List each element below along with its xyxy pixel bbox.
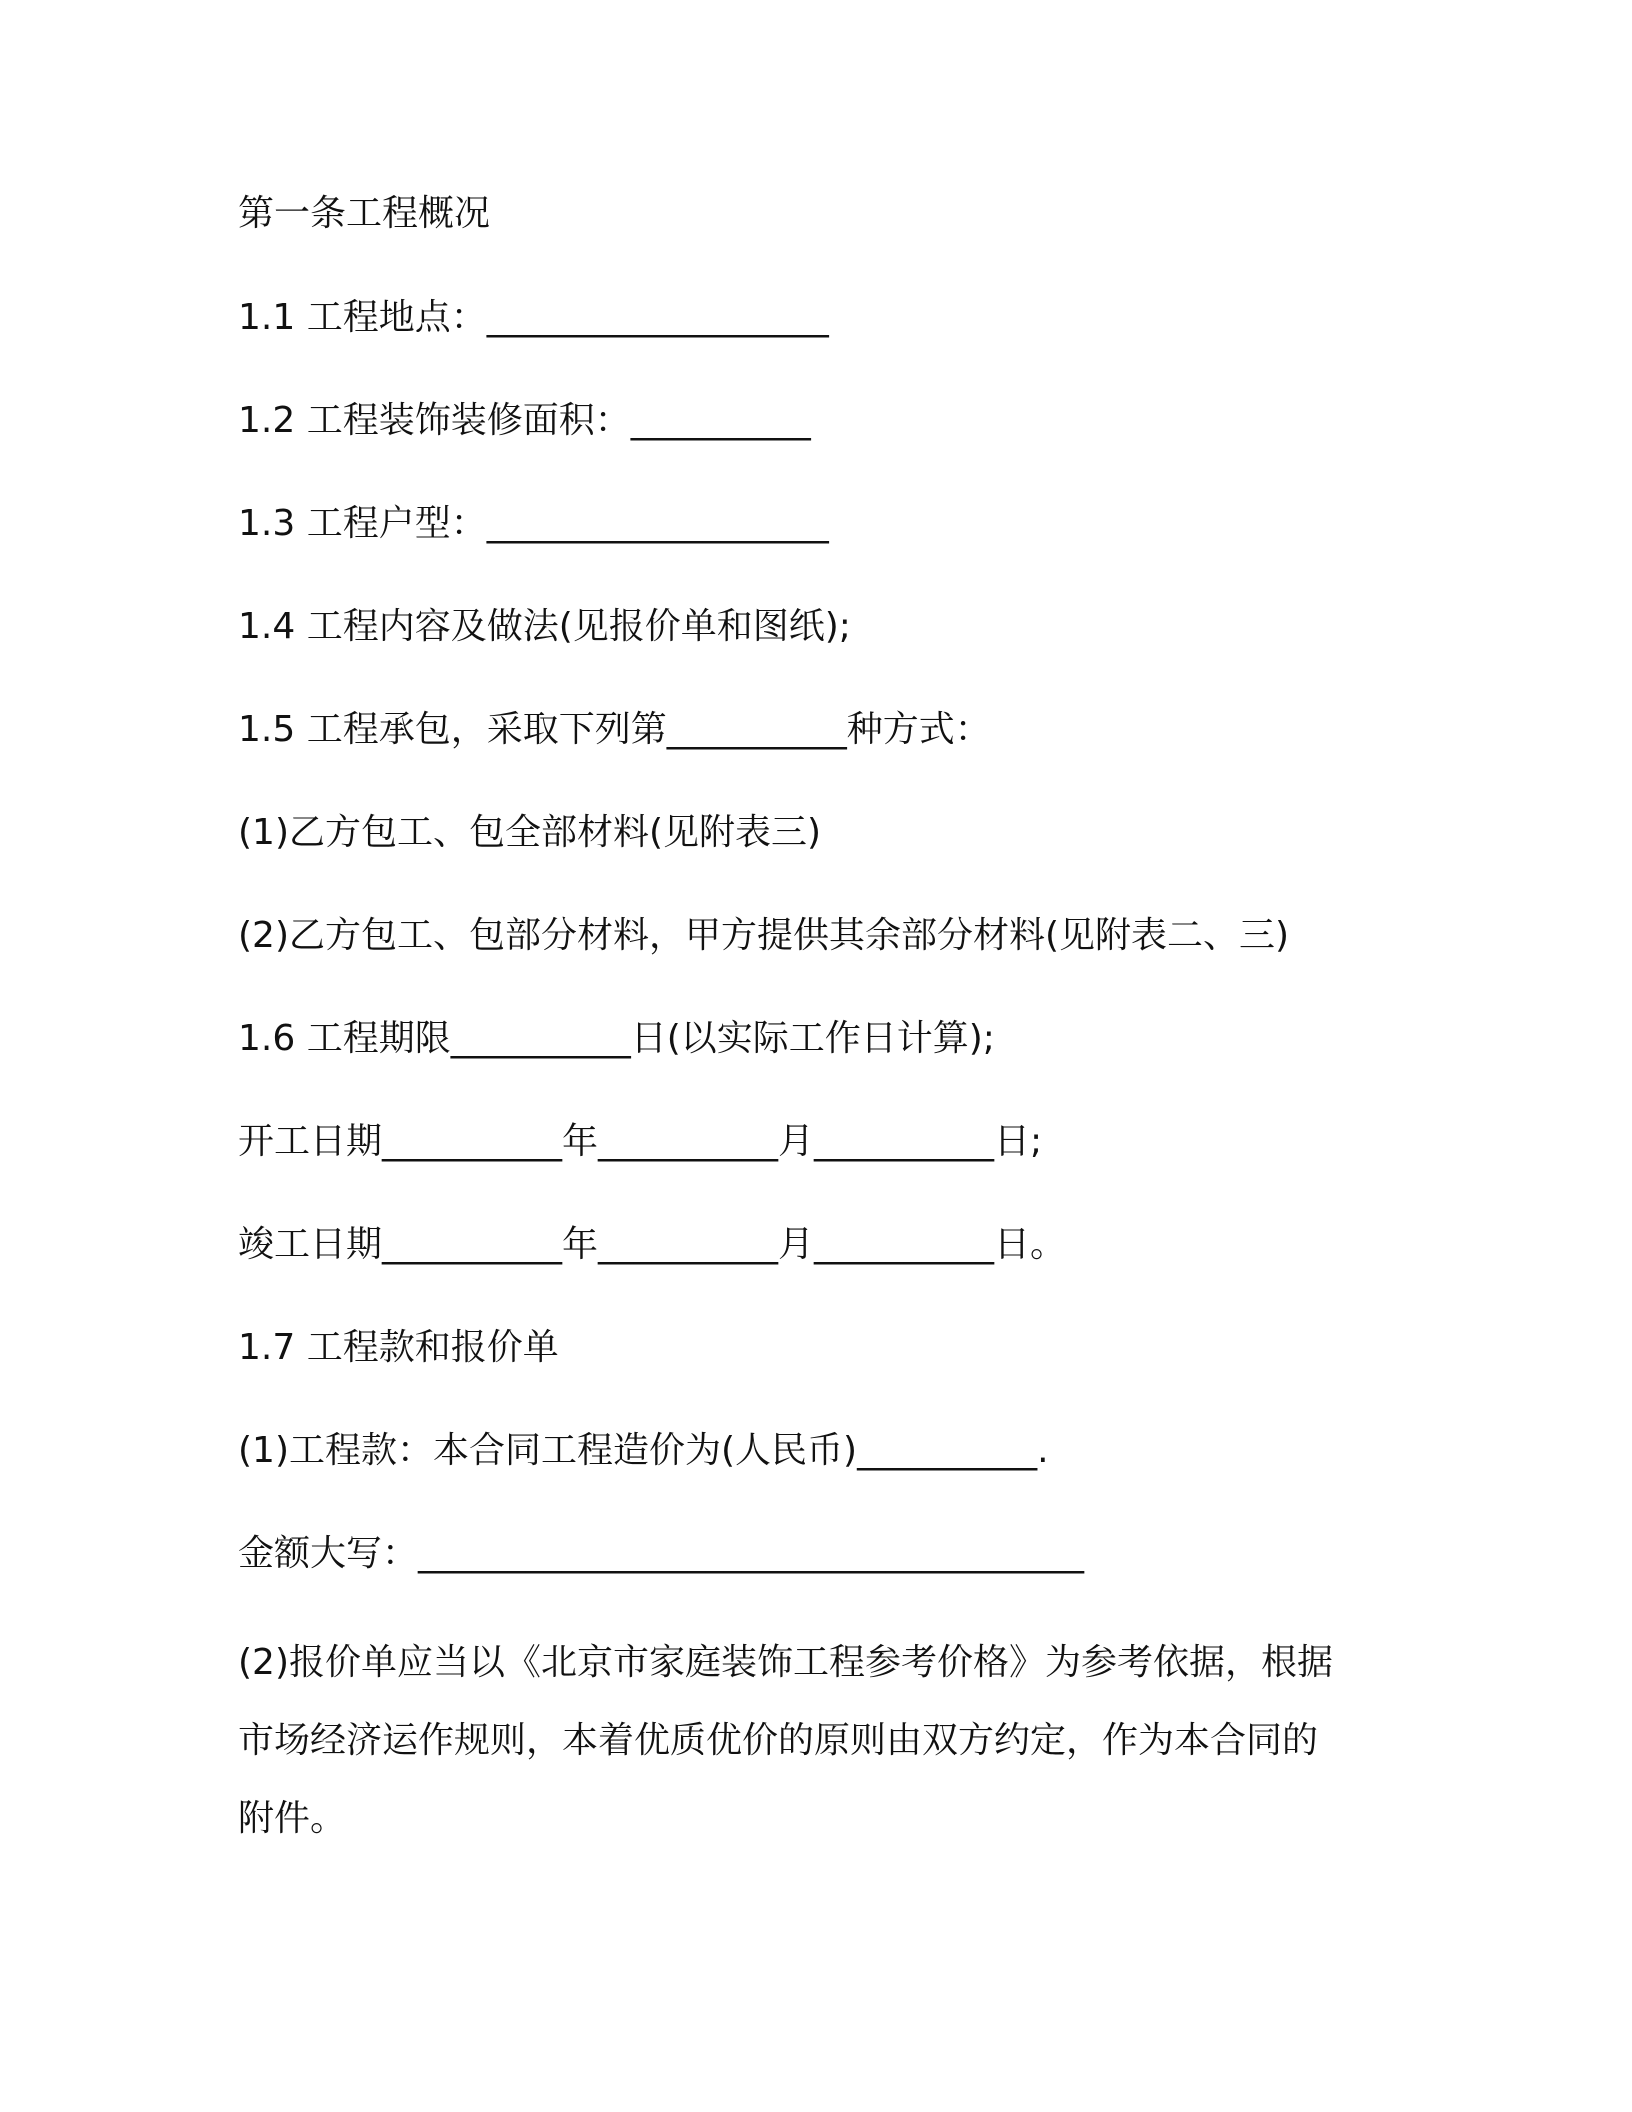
completion-date-line: 竣工日期__________年__________月__________日。 [238,1224,1067,1265]
paragraph-line: (2)报价单应当以《北京市家庭装饰工程参考价格》为参考依据，根据 [238,1642,1333,1683]
section-heading: 第一条工程概况 [238,193,491,234]
clause-1-5: 1.5 工程承包，采取下列第__________种方式： [238,709,991,750]
contract-price-line: (1)工程款：本合同工程造价为(人民币)__________. [238,1430,1049,1471]
clause-1-6: 1.6 工程期限__________日(以实际工作日计算); [238,1018,995,1059]
option-2: (2)乙方包工、包部分材料，甲方提供其余部分材料(见附表二、三) [238,915,1290,956]
clause-1-2: 1.2 工程装饰装修面积：__________ [238,400,811,441]
amount-in-words-line: 金额大写：_____________________________________ [238,1533,1085,1574]
start-date-line: 开工日期__________年__________月__________日; [238,1121,1043,1162]
quotation-paragraph [238,1624,1358,1858]
paragraph-line: 市场经济运作规则，本着优质优价的原则由双方约定，作为本合同的 [238,1720,1319,1761]
option-1: (1)乙方包工、包全部材料(见附表三) [238,812,822,853]
clause-1-3: 1.3 工程户型：___________________ [238,503,829,544]
clause-1-1: 1.1 工程地点：___________________ [238,297,829,338]
paragraph-line: 附件。 [238,1798,347,1839]
clause-1-4: 1.4 工程内容及做法(见报价单和图纸); [238,606,851,647]
clause-1-7: 1.7 工程款和报价单 [238,1327,559,1368]
